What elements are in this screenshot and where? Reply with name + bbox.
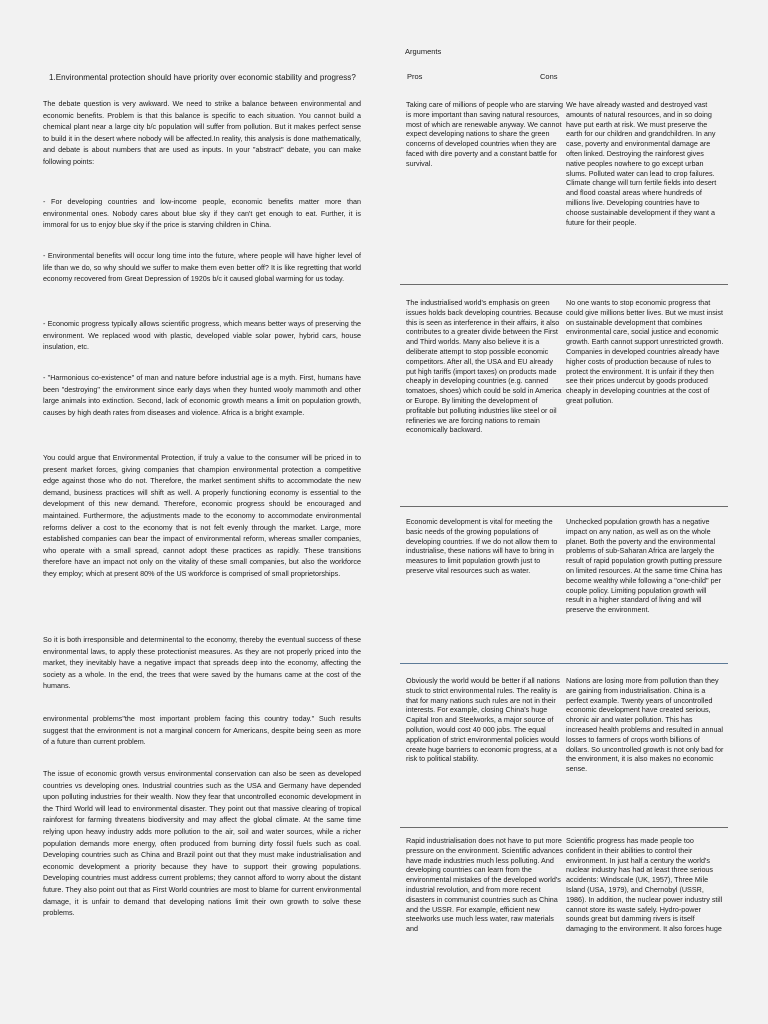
con-cell-4: Nations are losing more from pollution than they are gaining from industrialisation. China is a perfect example. Twenty years of uncontrolled economic development have created serious, chronic air and water pollution. This has increased health problems and resulted in annual losses to farmers of crops worth billions of dollars. So uncontrolled growth is not only bad for the environment, it is also makes no economic sense.	[566, 676, 724, 774]
pros-label: Pros	[407, 72, 423, 81]
paragraph-point-2: - Environmental benefits will occur long time into the future, where people will have higher level of life than we do, so why should we suffer to make them even better off? It is like regretting that world economy recovered from Great Depression of 1920s b/c it caused global warming for us today.	[43, 251, 361, 284]
paragraph-irresponsible: So it is both irresponsible and determinental to the economy, thereby the eventual success of these environmental laws, to apply these protectionist measures. As they are not properly priced into the market, they inevitably have a negative impact that spreads deep into the economy, affecting the society as a whole. In the end, the trees that were saved by the humans came at the cost of the humans.	[43, 635, 361, 691]
pro-cell-2: The industrialised world's emphasis on green issues holds back developing countries. Because this is seen as interference in their affairs, it also contributes to a greater divide between the First and Third worlds. Many also believe it is a deliberate attempt to stop possible economic competitors. After all, the USA and EU already put high tariffs (import taxes) on products made cheaply in developing countries (e.g. canned tomatoes, shoes) which could be sold in America or Europe. By limiting the development of profitable but polluting industries like steel or oil refineries we are forcing nations to remain economically backward.	[406, 298, 563, 435]
paragraph-point-1: - For developing countries and low-income people, economic benefits matter more than environmental ones. Nobody cares about blue sky if they can't get enough to eat. Further, it is immoral for us to enjoy blue sky if the price is starving children in China.	[43, 197, 361, 230]
row-separator	[400, 284, 728, 285]
paragraph-developed-vs-developing: The issue of economic growth versus environmental conservation can also be seen as developed countries vs developing ones. Industrial countries such as the USA and Germany have depended upon polluting industries for their wealth. Now they fear that uncontrolled economic development in the Third World will lead to environmental disaster. They point out that massive clearing of tropical rainforest for farming threatens biodiversity and may affect the global climate. At the same time relying upon heavy industry adds more pollution to the air, soil and water sources, while a richer population demands more energy, often produced from burning dirty fossil fuels such as coal. Developing countries such as China and Brazil point out that they must make industrialisation and economic development a priority because they have to support their growing populations. Developing countries must address current problems; they cannot afford to worry about the distant future. They also point out that as First World countries are most to blame for current environmental damage, it is unfair to demand that developing nations limit their own growth to solve these problems.	[43, 769, 361, 918]
arguments-title: Arguments	[405, 47, 442, 56]
row-separator	[400, 827, 728, 828]
pro-cell-1: Taking care of millions of people who are starving is more important than saving natural resources, most of which are renewable anyway. We cannot expect developing nations to share the green concerns of developed countries when they are faced with dire poverty and a constant battle for survival.	[406, 100, 564, 168]
pro-cell-4: Obviously the world would be better if all nations stuck to strict environmental rules. The reality is that for many nations such rules are not in their interests. For example, closing China's huge Capital Iron and Steelworks, a major source of pollution, would cost 40 000 jobs. The equal application of strict environmental policies would create huge barriers to economic progress, at a risk to political stability.	[406, 676, 560, 764]
row-separator	[400, 506, 728, 507]
con-cell-5: Scientific progress has made people too confident in their abilities to control their environment. In just half a century the world's nuclear industry has had at least three serious accidents: Windscale (UK, 1957), Three Mile Island (USA, 1979), and Chernobyl (USSR, 1986). In addition, the nuclear power industry still cannot store its waste safely. Hydro-power sounds great but damming rivers is itself damaging to the environment. It also forces huge	[566, 836, 723, 934]
paragraph-point-3: - Economic progress typically allows scientific progress, which means better ways of preserving the environment. We replaced wood with plastic, developed viable solar power, hybrid cars, house insulation, etc.	[43, 319, 361, 352]
con-cell-3: Unchecked population growth has a negative impact on any nation, as well as on the whole planet. Both the poverty and the environmental problems of sub-Saharan Africa are largely the result of rapid population growth putting pressure on limited resources. At the same time China has become wealthy while following a "one-child" per couple policy. Limiting population growth will result in a higher standard of living and will preserve the environment.	[566, 517, 723, 615]
question-heading: 1.Environmental protection should have priority over economic stability and progress?	[49, 73, 356, 82]
cons-label: Cons	[540, 72, 558, 81]
paragraph-point-4: - "Harmonious co-existence" of man and nature before industrial age is a myth. First, humans have been "destroying" the environment since early days when they hunted wooly mammoth and other large animals into extinction. Second, lack of economic growth means a limit on population growth, causes by high death rates from diseases and violence. Africa is a bright example.	[43, 373, 361, 417]
paragraph-survey: environmental problems"the most important problem facing this country today." Such results suggest that the environment is not a marginal concern for Americans, despite being seen as more of a future than current problem.	[43, 714, 361, 747]
paragraph-market: You could argue that Environmental Protection, if truly a value to the consumer will be priced in to present market forces, giving companies that champion environmental protection a competitive edge against those who do not. Therefore, the market sentiment shifts to accommodate the new demand, business practices will shift as well. A properly functioning economy is essential to the development of this new demand. Therefore, economic progress should be encouraged and maintained. Furthermore, the adjustments made to the economy to accommodate environmental reforms deliver a cost to the economy that is not felt evenly through the market. Large, more established companies can bear the impact of environmental reform, whereas smaller companies, who operate with a small spread, cannot adopt these practices as rapidly. These transitions therefore have an impact not only on the vitality of these small companies, but also the workforce they employ; which at present 80% of the US workforce is comprised of small proprietorships.	[43, 453, 361, 578]
pro-cell-5: Rapid industrialisation does not have to put more pressure on the environment. Scientific advances have made industries much less polluting. And developing countries can learn from the environmental mistakes of the developed world's industrial revolution, and from more recent disasters in communist countries such as China and the USSR. For example, efficient new steelworks use much less water, raw materials and	[406, 836, 564, 934]
con-cell-1: We have already wasted and destroyed vast amounts of natural resources, and in so doing have put earth at risk. We must preserve the earth for our children and grandchildren. In any case, poverty and environmental damage are often linked. Destroying the rainforest gives native peoples nowhere to go except urban slums. Polluted water can lead to crop failures. Climate change will turn fertile fields into desert and flood coastal areas where hundreds of millions live. Developing countries have to choose sustainable development if they want a future for their people.	[566, 100, 717, 227]
pro-cell-3: Economic development is vital for meeting the basic needs of the growing populations of developing countries. If we do not allow them to industrialise, these nations will have to bring in measures to limit population growth just to preserve vital resources such as water.	[406, 517, 558, 575]
con-cell-2: No one wants to stop economic progress that could give millions better lives. But we must insist on sustainable development that combines environmental care, social justice and economic growth. Earth cannot support unrestricted growth. Companies in developed countries already have higher costs of production because of rules to protect the environment. It is unfair if they then see their prices undercut by goods produced cheaply in developing countries at the cost of great pollution.	[566, 298, 724, 405]
row-separator	[400, 663, 728, 664]
paragraph-intro: The debate question is very awkward. We need to strike a balance between environmental and economic benefits. Problem is that this balance is specific to each situation. You cannot build a chemical plant near a large city b/c population will suffer from pollution. But it makes perfect sense to build it in the desert where nobody will be affected.In reality, this analysis is done mathematically, and debate is about numbers that are used as inputs. In your "abstract" debate, you can make following points:	[43, 99, 361, 166]
